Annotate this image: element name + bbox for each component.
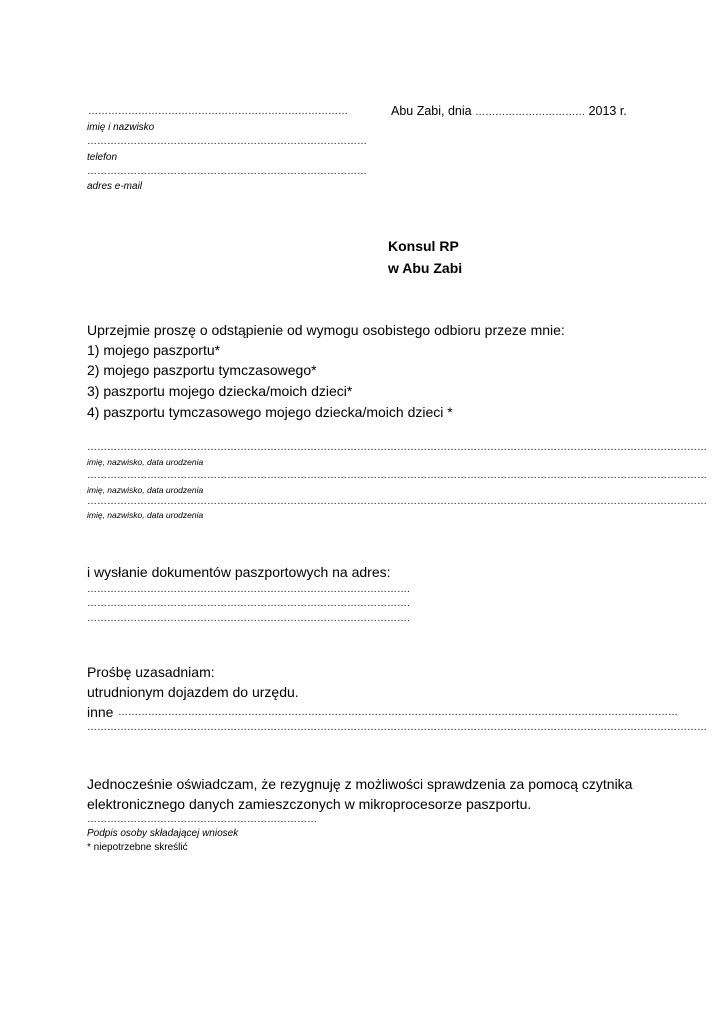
name-label: imię i nazwisko <box>87 122 155 133</box>
child-3-label: imię, nazwisko, data urodzenia <box>87 510 204 520</box>
year-text: 2013 r. <box>588 104 627 118</box>
date-dotted-line: …………………………… <box>475 107 586 118</box>
child-1-dotted-line: …………………………………………………………………………………………………………………………………………………………………… <box>87 442 707 453</box>
justification-extra-dotted-line: …………………………………………………………………………………………………………………………………………………………………… <box>87 722 707 733</box>
email-dotted-line: ………………………………………………………………………… <box>87 166 367 177</box>
name-dotted-line: …………………………………………………………………… <box>88 106 348 117</box>
request-option-4: 4) paszportu tymczasowego mojego dziecka/moich dzieci * <box>87 404 453 420</box>
address-line-2: ……………………………………………………………………………………. <box>87 598 410 609</box>
shipping-intro: i wysłanie dokumentów paszportowych na adres: <box>87 564 391 580</box>
addressee-title: Konsul RP <box>388 238 459 254</box>
justification-intro: Prośbę uzasadniam: <box>87 664 215 680</box>
request-option-1: 1) mojego paszportu* <box>87 342 221 358</box>
place-date-prefix: Abu Zabi, dnia <box>391 104 472 118</box>
justification-other-label: inne <box>87 704 114 720</box>
address-line-1: ……………………………………………………………………………………. <box>87 584 410 595</box>
request-option-2: 2) mojego paszportu tymczasowego* <box>87 362 317 378</box>
justification-other-dotted-line: …………………………………………………………………………………………………………………………………………………… <box>118 707 678 718</box>
child-2-label: imię, nazwisko, data urodzenia <box>87 485 204 495</box>
footnote: * niepotrzebne skreślić <box>87 842 188 853</box>
addressee-location: w Abu Zabi <box>388 260 463 276</box>
address-line-3: ……………………………………………………………………………………. <box>87 613 410 624</box>
declaration-line-2: elektronicznego danych zamieszczonych w mikroprocesorze paszportu. <box>87 796 532 812</box>
place-date-line <box>391 104 627 118</box>
declaration-line-1: Jednocześnie oświadczam, że rezygnuję z możliwości sprawdzenia za pomocą czytnika <box>87 776 633 792</box>
signature-dotted-line: …………………………………………………………… <box>87 814 317 825</box>
child-3-dotted-line: …………………………………………………………………………………………………………………………………………………………………… <box>87 496 707 507</box>
email-label: adres e-mail <box>87 181 143 192</box>
signature-label: Podpis osoby składającej wniosek <box>87 828 239 839</box>
justification-reason-1: utrudnionym dojazdem do urzędu. <box>87 684 299 700</box>
request-intro: Uprzejmie proszę o odstąpienie od wymogu osobistego odbioru przeze mnie: <box>87 322 565 338</box>
request-option-3: 3) paszportu mojego dziecka/moich dzieci* <box>87 383 353 399</box>
phone-dotted-line: ………………………………………………………………………… <box>87 136 367 147</box>
phone-label: telefon <box>87 152 118 163</box>
child-1-label: imię, nazwisko, data urodzenia <box>87 457 204 467</box>
child-2-dotted-line: …………………………………………………………………………………………………………………………………………………………………… <box>87 470 707 481</box>
